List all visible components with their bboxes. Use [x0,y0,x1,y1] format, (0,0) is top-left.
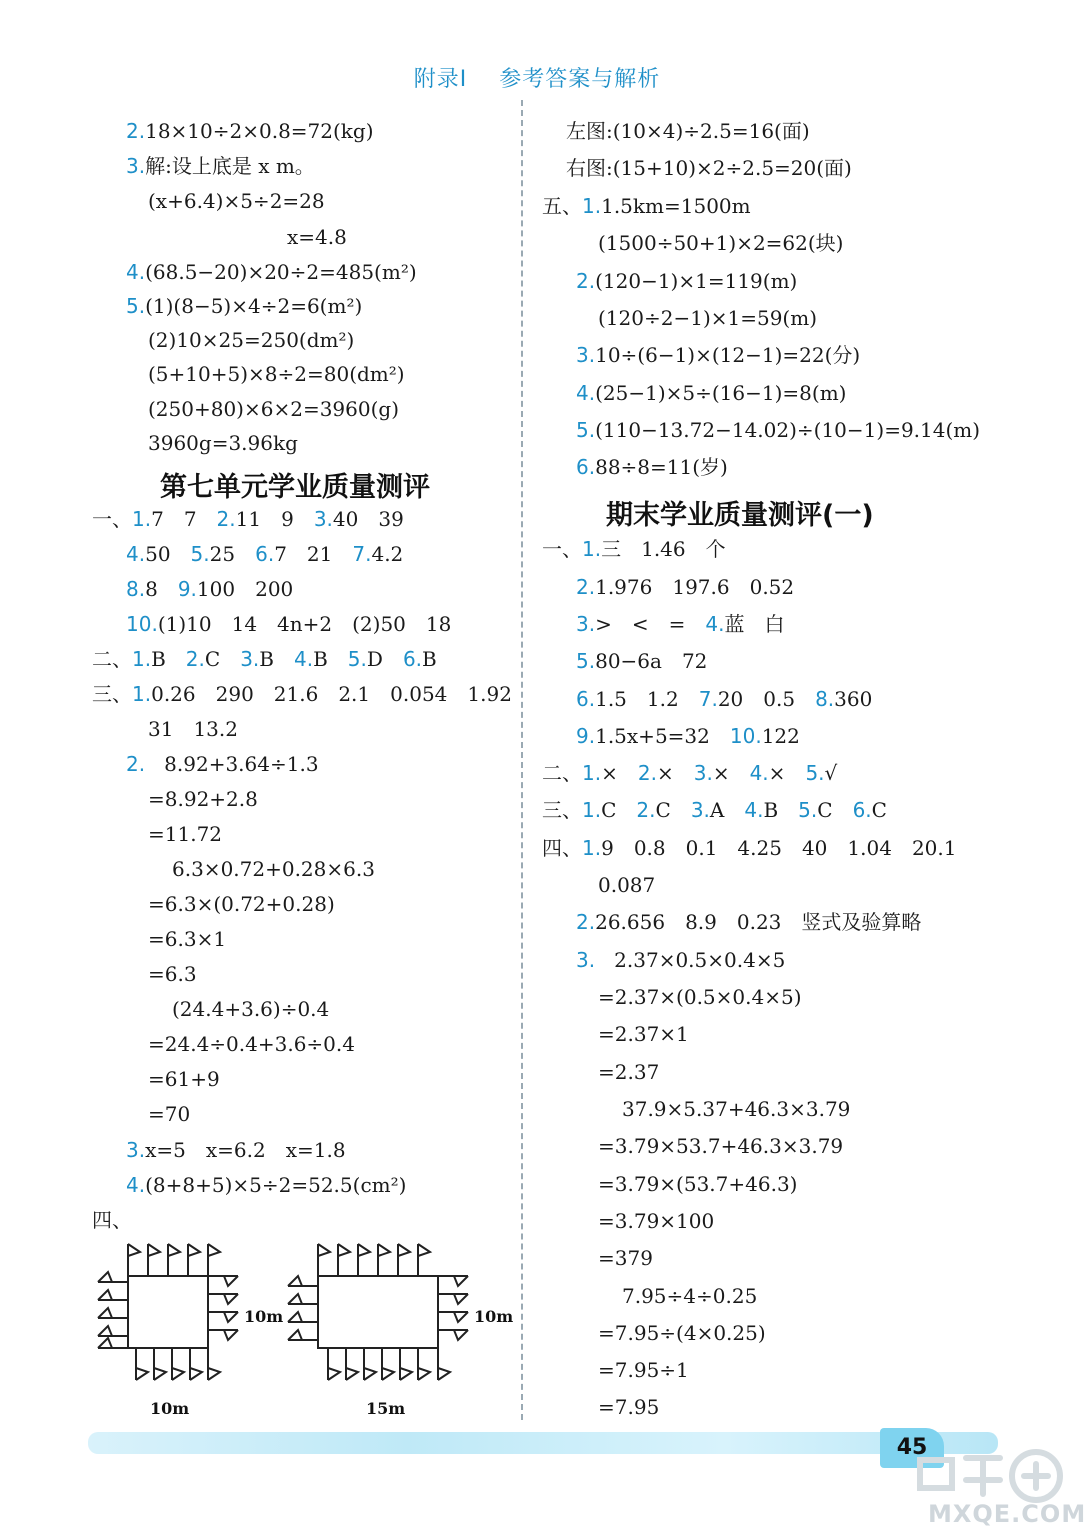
calc-line: =7.95 [598,1395,660,1419]
answer-line: 5.(110−13.72−14.02)÷(10−1)=9.14(m) [576,418,981,442]
fig2-bottom-label: 15m [366,1399,406,1418]
answer-line: 四、 [92,1208,132,1232]
answer-line: 3.解:设上底是 x m。 [126,154,315,178]
page-header [0,62,1074,93]
answer-line: 三、1.C 2.C 3.A 4.B 5.C 6.C [542,798,887,822]
section-heading: 第七单元学业质量测评 [160,472,430,503]
answer-line: 一、1.7 7 2.11 9 3.40 39 [92,507,404,531]
answer-line: 6.1.5 1.2 7.20 0.5 8.360 [576,687,873,711]
calc-line: =2.37 [598,1060,660,1084]
calc-line: 7.95÷4÷0.25 [622,1284,758,1308]
answer-line: 9.1.5x+5=32 10.122 [576,724,800,748]
calc-line: =11.72 [148,822,223,846]
answer-line: (x+6.4)×5÷2=28 [148,189,325,213]
answer-line: 5.80−6a 72 [576,649,708,673]
calc-line: =3.79×(53.7+46.3) [598,1172,798,1196]
calc-line: =6.3×(0.72+0.28) [148,892,335,916]
answer-line: 五、1.1.5km=1500m [542,194,751,218]
answer-line: (120÷2−1)×1=59(m) [598,306,818,330]
answer-line: 左图:(10×4)÷2.5=16(面) [566,119,810,143]
answer-line: 2.18×10÷2×0.8=72(kg) [126,119,374,143]
page-number: 45 [880,1428,944,1468]
answer-line: 2.(120−1)×1=119(m) [576,269,798,293]
calc-line: =3.79×100 [598,1209,715,1233]
answer-line: (1500÷50+1)×2=62(块) [598,231,844,255]
answer-line: x=4.8 [287,225,347,249]
flag-figures [88,1232,514,1422]
calc-line: =7.95÷1 [598,1358,689,1382]
footer-band [88,1432,998,1454]
calc-line: =2.37×1 [598,1022,689,1046]
answer-line: 8.8 9.100 200 [126,577,294,601]
calc-line: (24.4+3.6)÷0.4 [172,997,330,1021]
fig2-side-label: 10m [474,1307,514,1326]
answer-line: 0.087 [598,873,656,897]
answer-line: 10.(1)10 14 4n+2 (2)50 18 [126,612,452,636]
calc-line: =24.4÷0.4+3.6÷0.4 [148,1032,355,1056]
answer-line: 3960g=3.96kg [148,431,298,455]
answer-line: 2.1.976 197.6 0.52 [576,575,795,599]
answer-line: 3. 2.37×0.5×0.4×5 [576,948,786,972]
answer-line: (250+80)×6×2=3960(g) [148,397,400,421]
calc-line: 37.9×5.37+46.3×3.79 [622,1097,851,1121]
watermark-text: MXQE.COM [928,1500,1086,1528]
calc-line: =7.95÷(4×0.25) [598,1321,766,1345]
calc-line: =70 [148,1102,191,1126]
answer-line: 3.10÷(6−1)×(12−1)=22(分) [576,343,861,367]
fig1-bottom-label: 10m [150,1399,190,1418]
header-title: 参考答案与解析 [499,67,661,92]
answer-line: 二、1.× 2.× 3.× 4.× 5.√ [542,761,838,785]
square-plot [128,1276,208,1348]
calc-line: 6.3×0.72+0.28×6.3 [172,857,375,881]
calc-line: =379 [598,1246,653,1270]
answer-line: 3.> < = 4.蓝 白 [576,612,785,636]
calc-line: =8.92+2.8 [148,787,258,811]
answer-line: 一、1.三 1.46 个 [542,537,726,561]
answer-line: (2)10×25=250(dm²) [148,328,355,352]
answer-line: 2. 8.92+3.64÷1.3 [126,752,319,776]
answer-line: 四、1.9 0.8 0.1 4.25 40 1.04 20.1 [542,836,957,860]
answer-line: 4.50 5.25 6.7 21 7.4.2 [126,542,404,566]
answer-line: 3.x=5 x=6.2 x=1.8 [126,1138,346,1162]
calc-line: =3.79×53.7+46.3×3.79 [598,1134,844,1158]
section-heading: 期末学业质量测评(一) [606,500,874,531]
rectangle-plot [318,1276,438,1348]
answer-line: 4.(68.5−20)×20÷2=485(m²) [126,260,417,284]
calc-line: =6.3 [148,962,197,986]
calc-line: =6.3×1 [148,927,227,951]
flag-diagram [88,1232,514,1422]
answer-line: 二、1.B 2.C 3.B 4.B 5.D 6.B [92,647,437,671]
answer-line: 右图:(15+10)×2÷2.5=20(面) [566,156,852,180]
answer-line: 6.88÷8=11(岁) [576,455,728,479]
answer-line: 2.26.656 8.9 0.23 竖式及验算略 [576,910,922,934]
answer-line: 4.(25−1)×5÷(16−1)=8(m) [576,381,847,405]
answer-line: 4.(8+8+5)×5÷2=52.5(cm²) [126,1173,407,1197]
answer-line: 5.(1)(8−5)×4÷2=6(m²) [126,294,363,318]
answer-line: 31 13.2 [148,717,238,741]
calc-line: =61+9 [148,1067,220,1091]
column-divider [521,100,523,1420]
appendix-label: 附录Ⅰ [413,67,468,92]
answer-line: (5+10+5)×8÷2=80(dm²) [148,362,405,386]
answer-line: 三、1.0.26 290 21.6 2.1 0.054 1.92 [92,682,512,706]
fig1-side-label: 10m [244,1307,284,1326]
calc-line: =2.37×(0.5×0.4×5) [598,985,802,1009]
